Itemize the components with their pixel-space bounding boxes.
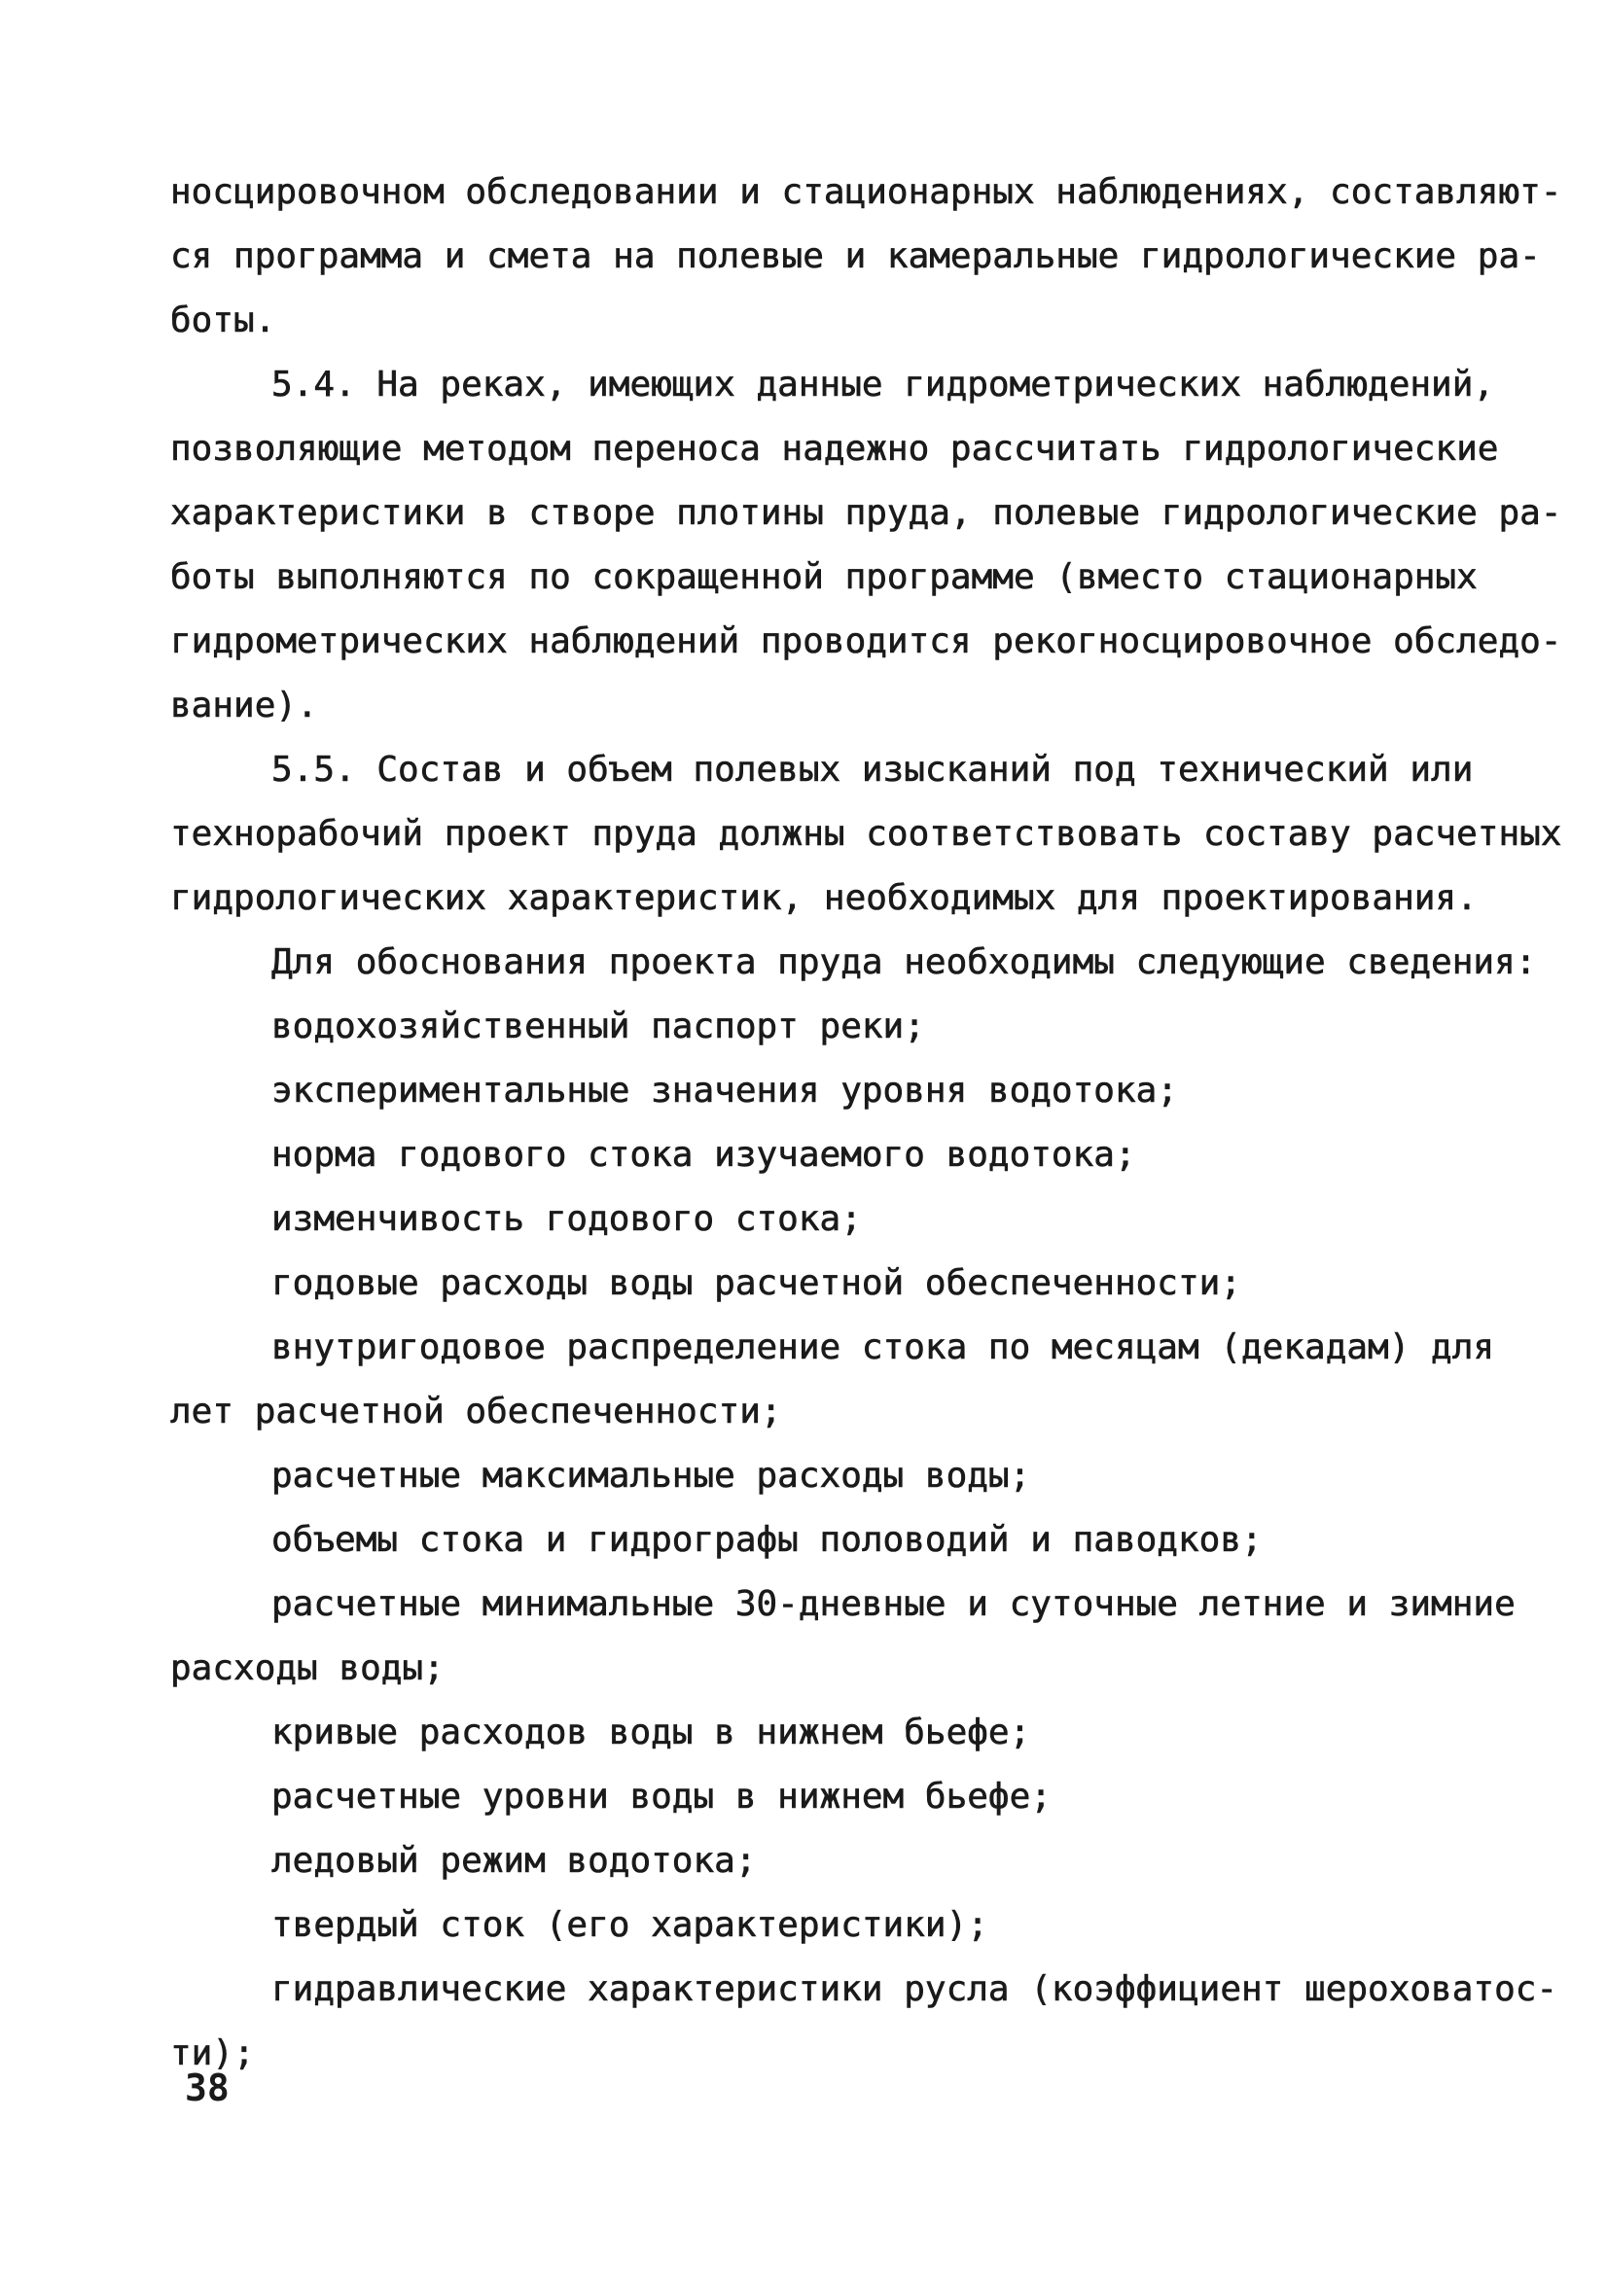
text-line: боты. (170, 300, 276, 340)
text-line: расходы воды; (170, 1648, 445, 1688)
text-line: ледовый режим водотока; (271, 1841, 757, 1881)
text-line: Для обоснования проекта пруда необходимы следующие сведения: (271, 942, 1537, 982)
text-line: ся программа и смета на полевые и камеральные гидрологические ра- (170, 236, 1541, 276)
text-line: внутригодовое распределение стока по месяцам (декадам) для (271, 1327, 1495, 1367)
text-line: технорабочий проект пруда должны соответствовать составу расчетных (170, 814, 1562, 854)
text-line: гидрологических характеристик, необходимых для проектирования. (170, 878, 1478, 918)
text-line: гидравлические характеристики русла (коэффициент шероховатос- (271, 1969, 1558, 2009)
text-line: расчетные минимальные 30-дневные и суточные летние и зимние (271, 1584, 1516, 1624)
text-line: расчетные уровни воды в нижнем бьефе; (271, 1777, 1052, 1817)
text-line: изменчивость годового стока; (271, 1199, 862, 1239)
text-line: норма годового стока изучаемого водотока; (271, 1135, 1136, 1175)
text-line: экспериментальные значения уровня водотока; (271, 1071, 1178, 1111)
text-line: кривые расходов воды в нижнем бьефе; (271, 1713, 1031, 1752)
text-line: ти); (170, 2033, 255, 2073)
text-line: объемы стока и гидрографы половодий и паводков; (271, 1520, 1263, 1560)
text-line: годовые расходы воды расчетной обеспеченности; (271, 1263, 1241, 1303)
body-text (170, 160, 1562, 2086)
page-number: 38 (185, 2066, 230, 2109)
text-line: водохозяйственный паспорт реки; (271, 1007, 925, 1046)
text-line: 5.5. Состав и объем полевых изысканий под технический или (271, 750, 1474, 790)
text-line: позволяющие методом переноса надежно рассчитать гидрологические (170, 429, 1499, 469)
text-line: носцировочном обследовании и стационарных наблюдениях, составляют- (170, 172, 1562, 212)
text-line: гидрометрических наблюдений проводится рекогносцировочное обследо- (170, 621, 1562, 661)
text-line: 5.4. На реках, имеющих данные гидрометрических наблюдений, (271, 365, 1495, 405)
text-line: твердый сток (его характеристики); (271, 1905, 988, 1945)
text-line: боты выполняются по сокращенной программе (вместо стационарных (170, 557, 1478, 597)
text-line: характеристики в створе плотины пруда, полевые гидрологические ра- (170, 493, 1562, 533)
text-line: расчетные максимальные расходы воды; (271, 1456, 1031, 1496)
text-line: лет расчетной обеспеченности; (170, 1392, 782, 1431)
text-line: вание). (170, 686, 318, 725)
